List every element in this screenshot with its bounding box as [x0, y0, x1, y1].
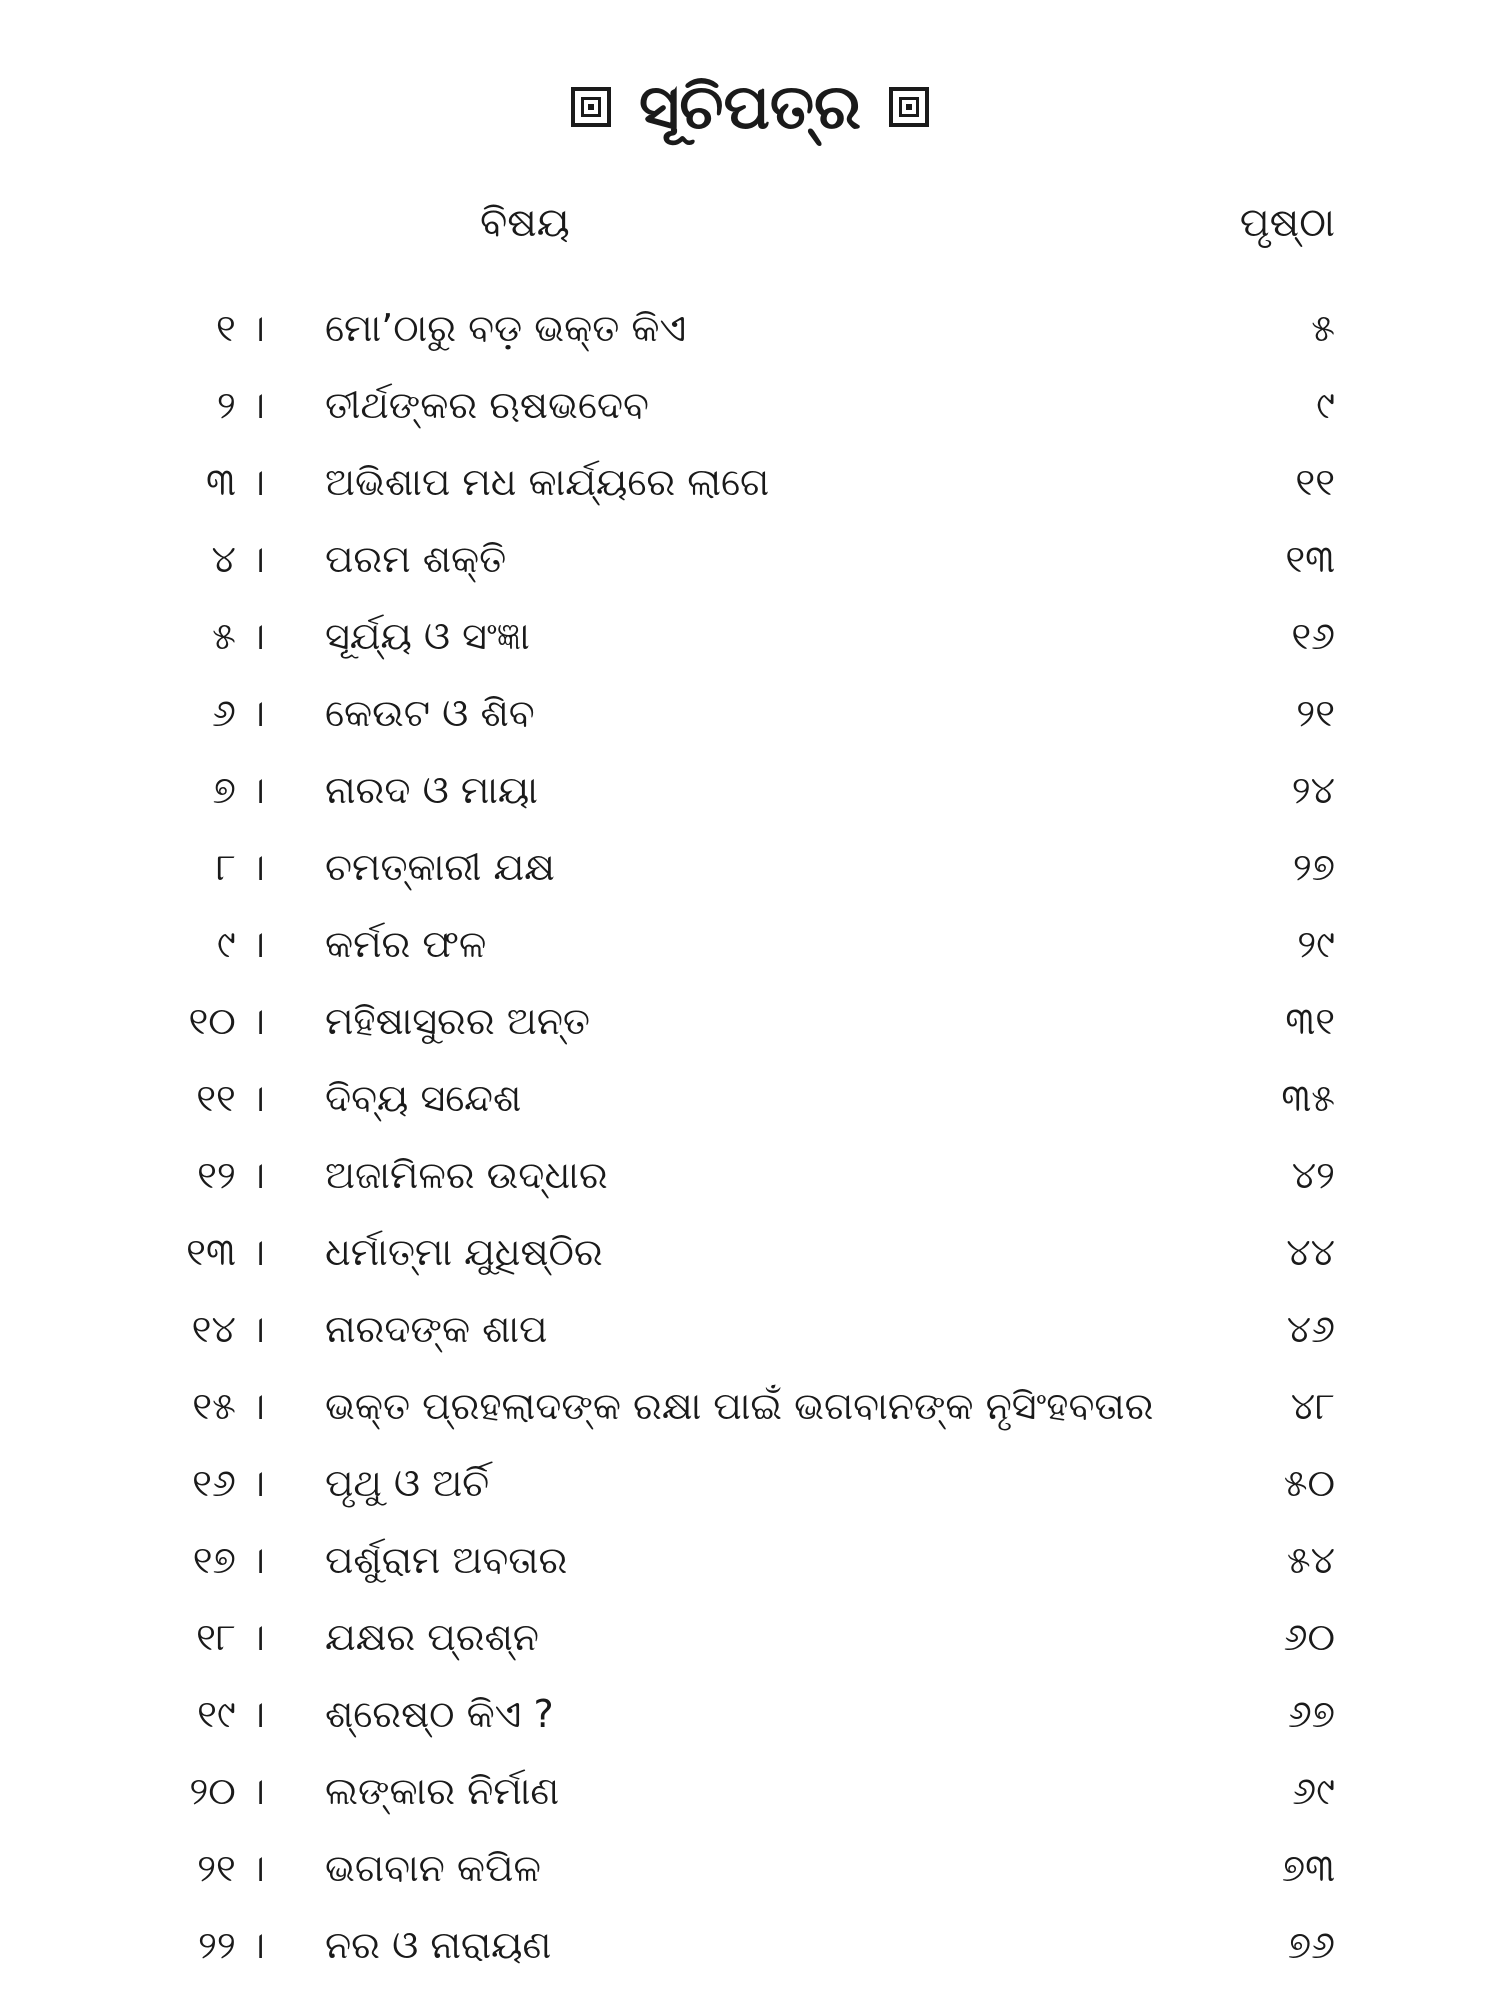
entry-page-number: ୧୧ — [1295, 460, 1335, 504]
entry-number: ୧୪ । — [191, 1307, 265, 1351]
list-item — [0, 1214, 1500, 1291]
entry-page-number: ୨୪ — [1291, 768, 1335, 812]
entry-number: ୧୯ । — [197, 1692, 265, 1736]
entry-title: ପରମ ଶକ୍ତି — [325, 537, 507, 581]
list-item — [0, 598, 1500, 675]
entry-title: ଭକ୍ତ ପ୍ରହଲାଦଙ୍କ ରକ୍ଷା ପାଇଁ ଭଗବାନଙ୍କ ନୃସିଂହବତାର — [325, 1384, 1154, 1428]
entry-title: ନର ଓ ନାରାୟଣ — [325, 1923, 552, 1967]
entry-page-number: ୪୮ — [1290, 1384, 1335, 1428]
entry-title: ତୀର୍ଥଙ୍କର ଋଷଭଦେବ — [325, 383, 649, 427]
entry-title: କେଉଟ ଓ ଶିବ — [325, 691, 535, 735]
entry-number: ୧୬ । — [192, 1461, 265, 1505]
entry-title: ଲଙ୍କାର ନିର୍ମାଣ — [325, 1769, 560, 1813]
list-item — [0, 1368, 1500, 1445]
list-item — [0, 521, 1500, 598]
entry-page-number: ୨୯ — [1297, 922, 1335, 966]
entry-title: ନାରଦଙ୍କ ଶାପ — [325, 1307, 548, 1351]
list-item — [0, 444, 1500, 521]
entry-page-number: ୭୩ — [1281, 1846, 1335, 1890]
entry-number: ୮ । — [215, 845, 265, 889]
entry-number: ୩ । — [205, 460, 265, 504]
entry-number: ୯ । — [216, 922, 265, 966]
entry-title: ନାରଦ ଓ ମାୟା — [325, 768, 538, 812]
list-item — [0, 1753, 1500, 1830]
entry-number: ୧୮ । — [196, 1615, 265, 1659]
entry-title: ମୋ’ଠାରୁ ବଡ଼ ଭକ୍ତ କିଏ — [325, 306, 687, 350]
entry-title: କର୍ମର ଫଳ — [325, 922, 487, 966]
list-item — [0, 1291, 1500, 1368]
entry-number: ୨ । — [216, 383, 265, 427]
entry-title: ଦିବ୍ୟ ସନ୍ଦେଶ — [325, 1076, 522, 1120]
entry-page-number: ୪୬ — [1286, 1307, 1335, 1351]
list-item — [0, 829, 1500, 906]
list-item — [0, 1676, 1500, 1753]
list-item — [0, 1060, 1500, 1137]
page-heading — [0, 62, 1500, 152]
contents-list — [0, 290, 1500, 1984]
entry-page-number: ୬୭ — [1287, 1692, 1335, 1736]
entry-number: ୧ । — [216, 306, 265, 350]
entry-page-number: ୬୦ — [1283, 1615, 1335, 1659]
entry-number: ୧୨ । — [197, 1153, 265, 1197]
list-item — [0, 1137, 1500, 1214]
entry-number: ୬ । — [211, 691, 265, 735]
entry-number: ୧୩ । — [186, 1230, 265, 1274]
entry-number: ୨୧ । — [197, 1846, 265, 1890]
list-item — [0, 752, 1500, 829]
entry-number: ୪ । — [211, 537, 265, 581]
page-column-header: ପୃଷ୍ଠା — [1239, 200, 1335, 246]
list-item — [0, 1830, 1500, 1907]
entry-number: ୭ । — [212, 768, 265, 812]
entry-page-number: ୪୨ — [1291, 1153, 1335, 1197]
entry-page-number: ୫ — [1311, 306, 1335, 350]
list-item — [0, 983, 1500, 1060]
entry-page-number: ୫୦ — [1283, 1461, 1335, 1505]
subject-column-header: ବିଷୟ — [480, 200, 570, 246]
entry-number: ୨୦ । — [189, 1769, 265, 1813]
list-item — [0, 906, 1500, 983]
column-headers — [0, 200, 1500, 260]
entry-title: ଭଗବାନ କପିଳ — [325, 1846, 541, 1890]
entry-page-number: ୨୭ — [1292, 845, 1335, 889]
list-item — [0, 1445, 1500, 1522]
entry-page-number: ୫୪ — [1286, 1538, 1335, 1582]
entry-page-number: ୩୫ — [1281, 1076, 1335, 1120]
entry-title: ପର୍ଶୁରାମ ଅବତାର — [325, 1538, 568, 1582]
entry-page-number: ୧୩ — [1285, 537, 1335, 581]
entry-page-number: ୯ — [1316, 383, 1335, 427]
list-item — [0, 675, 1500, 752]
entry-page-number: ୬୯ — [1292, 1769, 1335, 1813]
entry-number: ୧୫ । — [192, 1384, 265, 1428]
list-item — [0, 367, 1500, 444]
entry-title: ଅଜାମିଳର ଉଦ୍ଧାର — [325, 1153, 608, 1197]
entry-title: ମହିଷାସୁରର ଅନ୍ତ — [325, 999, 591, 1043]
entry-page-number: ୪୪ — [1286, 1230, 1335, 1274]
entry-page-number: ୩୧ — [1285, 999, 1335, 1043]
entry-number: ୫ । — [212, 614, 265, 658]
entry-title: ପୃଥୁ ଓ ଅର୍ଚି — [325, 1461, 490, 1505]
entry-number: ୧୦ । — [188, 999, 265, 1043]
list-item — [0, 290, 1500, 367]
page-title: ସୂଚିପତ୍ର — [638, 70, 862, 143]
list-item — [0, 1599, 1500, 1676]
entry-title: ଯକ୍ଷର ପ୍ରଶ୍ନ — [325, 1615, 539, 1659]
list-item — [0, 1907, 1500, 1984]
square-ornament-icon — [889, 87, 929, 127]
entry-title: ଅଭିଶାପ ମଧ କାର୍ଯ୍ୟରେ ଲାଗେ — [325, 460, 770, 504]
entry-title: ଶ୍ରେଷ୍ଠ କିଏ ? — [325, 1692, 554, 1736]
entry-number: ୨୨ । — [197, 1923, 265, 1967]
entry-number: ୧୭ । — [192, 1538, 265, 1582]
entry-title: ସୂର୍ଯ୍ୟ ଓ ସଂଜ୍ଞା — [325, 614, 530, 658]
entry-page-number: ୨୧ — [1296, 691, 1335, 735]
entry-title: ଧର୍ମାତ୍ମା ଯୁଧିଷ୍ଠିର — [325, 1230, 603, 1274]
list-item — [0, 1522, 1500, 1599]
entry-page-number: ୭୬ — [1287, 1923, 1335, 1967]
entry-number: ୧୧ । — [196, 1076, 265, 1120]
entry-title: ଚମତ୍କାରୀ ଯକ୍ଷ — [325, 845, 555, 889]
square-ornament-icon — [571, 87, 611, 127]
entry-page-number: ୧୬ — [1291, 614, 1335, 658]
